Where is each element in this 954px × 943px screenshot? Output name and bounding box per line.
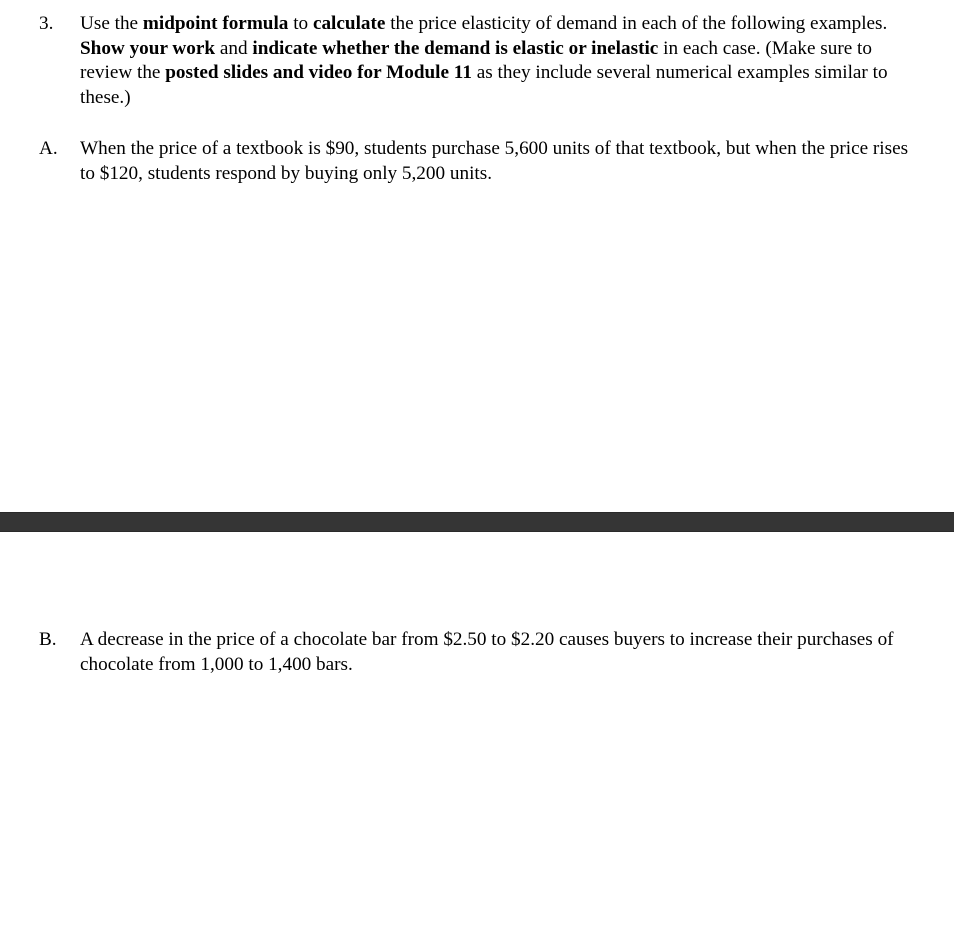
emphasis-elastic-inelastic: indicate whether the demand is elastic or inelastic [252,37,659,59]
part-b-item [0,628,954,677]
question-text-segment: the price elasticity of demand in each of the following examples. [385,13,888,34]
part-a [0,137,954,186]
question-text-segment: in each case. (Make sure to review the [80,37,872,84]
question-text-segment: Use the [80,13,143,34]
question-text-segment: to [288,13,313,34]
emphasis-midpoint-formula: midpoint formula [142,13,289,34]
part-a-marker: A. [39,138,58,159]
question-text-segment: as they include several numerical examples similar to these.) [80,62,888,108]
part-b-marker: B. [39,629,57,650]
part-b-text: A decrease in the price of a chocolate bar from $2.50 to $2.20 causes buyers to increase their purchases of chocolate from 1,000 to 1,400 bars. [80,629,894,675]
part-b [0,628,954,677]
question-3-item [0,12,954,110]
page-separator [0,512,954,532]
question-number: 3. [39,13,54,34]
emphasis-show-your-work: Show your work [80,37,216,59]
question-text-segment: and [215,37,253,59]
part-a-text: When the price of a textbook is $90, students purchase 5,600 units of that textbook, but when the price rises to $120, students respond by buying only 5,200 units. [80,138,909,184]
part-b-answer-space[interactable] [0,690,954,930]
question-instructions [80,12,910,110]
part-a-answer-space[interactable] [0,190,954,510]
question-3 [0,12,954,110]
part-a-item [0,137,954,186]
emphasis-module-11: posted slides and video for Module 11 [165,62,472,84]
emphasis-calculate: calculate [312,13,386,34]
